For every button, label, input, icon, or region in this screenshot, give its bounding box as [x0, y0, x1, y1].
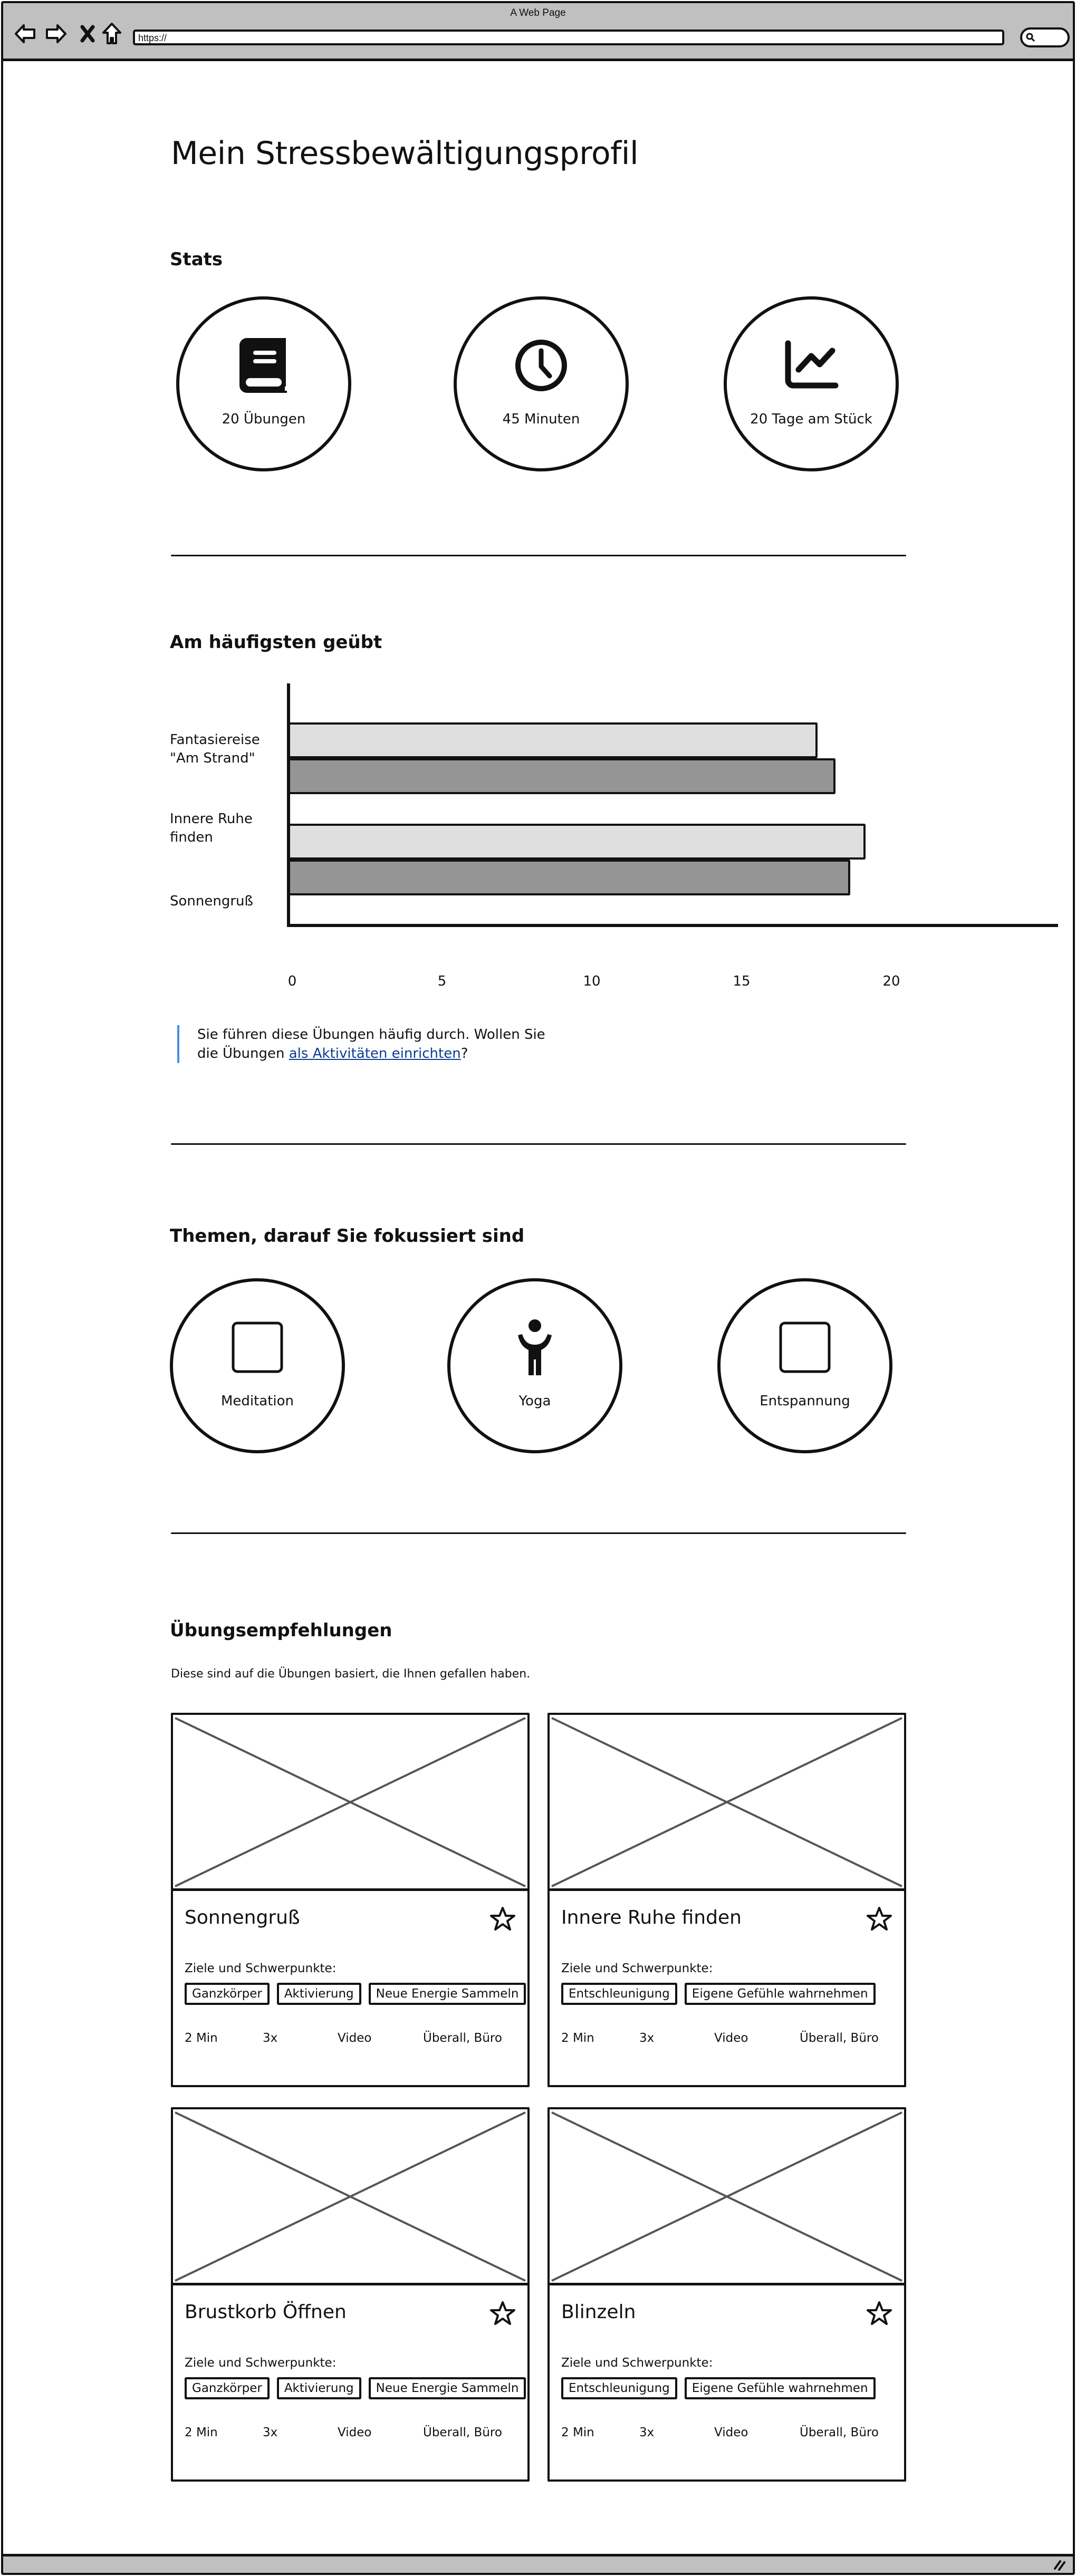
goals-label: Ziele und Schwerpunkte: — [185, 2356, 337, 2370]
image-placeholder — [550, 1715, 904, 1891]
topic-entspannung[interactable] — [717, 1278, 892, 1453]
location: Überall, Büro — [800, 2031, 879, 2045]
topic-meditation[interactable] — [170, 1278, 345, 1453]
duration: 2 Min — [185, 2426, 218, 2439]
exercise-card[interactable] — [547, 2107, 906, 2482]
stop-button[interactable] — [76, 22, 99, 45]
most-practiced-bar-chart — [161, 678, 926, 1005]
goal-tag: Neue Energie Sammeln — [369, 2377, 526, 2399]
goal-tag: Entschleunigung — [561, 2377, 677, 2399]
location: Überall, Büro — [423, 2426, 502, 2439]
exercise-title: Sonnengruß — [185, 1907, 300, 1928]
browser-search-button[interactable] — [1020, 27, 1070, 47]
goal-tag: Aktivierung — [277, 2377, 361, 2399]
stop-x-icon — [80, 25, 95, 43]
resize-grip-icon[interactable] — [1053, 2558, 1068, 2571]
page-title: Mein Stressbewältigungsprofil — [171, 135, 639, 172]
exercise-title: Innere Ruhe finden — [561, 1907, 742, 1928]
chart-category-label: Innere Ruhe finden — [170, 811, 253, 845]
format: Video — [714, 2426, 748, 2439]
placeholder-square-icon — [776, 1318, 834, 1376]
stat-streak — [724, 296, 899, 471]
forward-button[interactable] — [44, 22, 68, 45]
chart-x-axis — [287, 924, 1058, 927]
exercise-title: Blinzeln — [561, 2301, 636, 2323]
image-placeholder-x-icon — [173, 2109, 527, 2283]
line-chart-icon — [782, 336, 840, 394]
location: Überall, Büro — [423, 2031, 502, 2045]
image-placeholder-x-icon — [550, 2109, 904, 2283]
stat-minutes — [454, 296, 629, 471]
chart-bar — [290, 758, 835, 794]
favorite-star-button[interactable] — [489, 2300, 516, 2327]
star-icon — [489, 1906, 516, 1932]
format: Video — [338, 2426, 372, 2439]
back-arrow-icon — [14, 23, 36, 44]
duration: 2 Min — [561, 2031, 594, 2045]
repeats: 3x — [263, 2426, 278, 2439]
url-input[interactable]: https:// — [133, 30, 1004, 45]
callout-text-end: ? — [460, 1046, 468, 1062]
exercise-card[interactable] — [171, 2107, 530, 2482]
clock-icon — [512, 336, 570, 394]
chart-x-tick: 0 — [287, 973, 297, 989]
image-placeholder — [173, 1715, 527, 1891]
section-divider — [171, 1532, 906, 1534]
goals-label: Ziele und Schwerpunkte: — [185, 1962, 337, 1975]
goal-tag: Aktivierung — [277, 1983, 361, 2005]
topic-label: Meditation — [220, 1393, 294, 1409]
recommendations-heading: Übungsempfehlungen — [170, 1620, 392, 1641]
chart-x-tick: 20 — [882, 973, 900, 989]
browser-status-bar — [3, 2554, 1073, 2573]
browser-window — [1, 1, 1075, 2575]
goal-tag: Eigene Gefühle wahrnehmen — [685, 2377, 876, 2399]
image-placeholder-x-icon — [173, 1715, 527, 1888]
goal-tag: Ganzkörper — [185, 1983, 270, 2005]
stat-exercises — [176, 296, 351, 471]
forward-arrow-icon — [45, 23, 67, 44]
goal-tag: Eigene Gefühle wahrnehmen — [685, 1983, 876, 2005]
format: Video — [338, 2031, 372, 2045]
chart-x-tick: 10 — [583, 973, 601, 989]
placeholder-square-icon — [228, 1318, 286, 1376]
chart-x-tick: 5 — [437, 973, 447, 989]
home-icon — [102, 22, 122, 45]
topics-heading: Themen, darauf Sie fokussiert sind — [170, 1226, 525, 1247]
goal-tag: Neue Energie Sammeln — [369, 1983, 526, 2005]
home-button[interactable] — [100, 22, 123, 45]
repeats: 3x — [639, 2426, 655, 2439]
star-icon — [489, 2300, 516, 2327]
image-placeholder-x-icon — [550, 1715, 904, 1888]
stat-label: 20 Tage am Stück — [750, 411, 872, 427]
goals-label: Ziele und Schwerpunkte: — [561, 1962, 713, 1975]
most-practiced-heading: Am häufigsten geübt — [170, 632, 382, 653]
goal-tags — [561, 1983, 876, 2005]
goal-tag: Ganzkörper — [185, 2377, 270, 2399]
favorite-star-button[interactable] — [866, 2300, 892, 2327]
stat-label: 20 Übungen — [222, 411, 306, 427]
goal-tags — [185, 1983, 526, 2005]
activity-suggestion-callout — [177, 1025, 557, 1063]
stat-label: 45 Minuten — [502, 411, 580, 427]
image-placeholder — [173, 2109, 527, 2285]
chart-bar — [290, 860, 850, 895]
topic-yoga[interactable] — [447, 1278, 622, 1453]
back-button[interactable] — [14, 22, 37, 45]
favorite-star-button[interactable] — [866, 1906, 892, 1932]
book-icon — [235, 336, 293, 394]
person-arms-up-icon — [506, 1318, 564, 1376]
chart-category-label: Sonnengruß — [170, 893, 253, 909]
stats-heading: Stats — [170, 249, 223, 270]
exercise-card[interactable] — [171, 1713, 530, 2087]
chart-x-tick: 15 — [733, 973, 751, 989]
exercise-card[interactable] — [547, 1713, 906, 2087]
magnifier-icon — [1025, 32, 1036, 43]
window-title: A Web Page — [510, 7, 566, 18]
image-placeholder — [550, 2109, 904, 2285]
topic-label: Entspannung — [760, 1393, 850, 1409]
goal-tags — [185, 2377, 526, 2399]
callout-text: Sie führen diese Übungen häufig durch. Wollen Sie die Übungen — [197, 1027, 545, 1062]
duration: 2 Min — [561, 2426, 594, 2439]
star-icon — [866, 2300, 892, 2327]
repeats: 3x — [639, 2031, 655, 2045]
chart-category-label: Fantasiereise "Am Strand" — [170, 732, 260, 766]
duration: 2 Min — [185, 2031, 218, 2045]
location: Überall, Büro — [800, 2426, 879, 2439]
favorite-star-button[interactable] — [489, 1906, 516, 1932]
recommendations-subtitle: Diese sind auf die Übungen basiert, die Ihnen gefallen haben. — [171, 1667, 531, 1681]
goal-tags — [561, 2377, 876, 2399]
chart-bar — [290, 824, 866, 860]
format: Video — [714, 2031, 748, 2045]
chart-bar — [290, 722, 818, 758]
star-icon — [866, 1906, 892, 1932]
section-divider — [171, 555, 906, 556]
repeats: 3x — [263, 2031, 278, 2045]
topic-label: Yoga — [518, 1393, 551, 1409]
goal-tag: Entschleunigung — [561, 1983, 677, 2005]
setup-activities-link[interactable]: als Aktivitäten einrichten — [289, 1046, 461, 1062]
exercise-title: Brustkorb Öffnen — [185, 2301, 347, 2323]
goals-label: Ziele und Schwerpunkte: — [561, 2356, 713, 2370]
browser-toolbar — [3, 3, 1073, 61]
section-divider — [171, 1143, 906, 1145]
chart-y-axis — [287, 683, 290, 927]
